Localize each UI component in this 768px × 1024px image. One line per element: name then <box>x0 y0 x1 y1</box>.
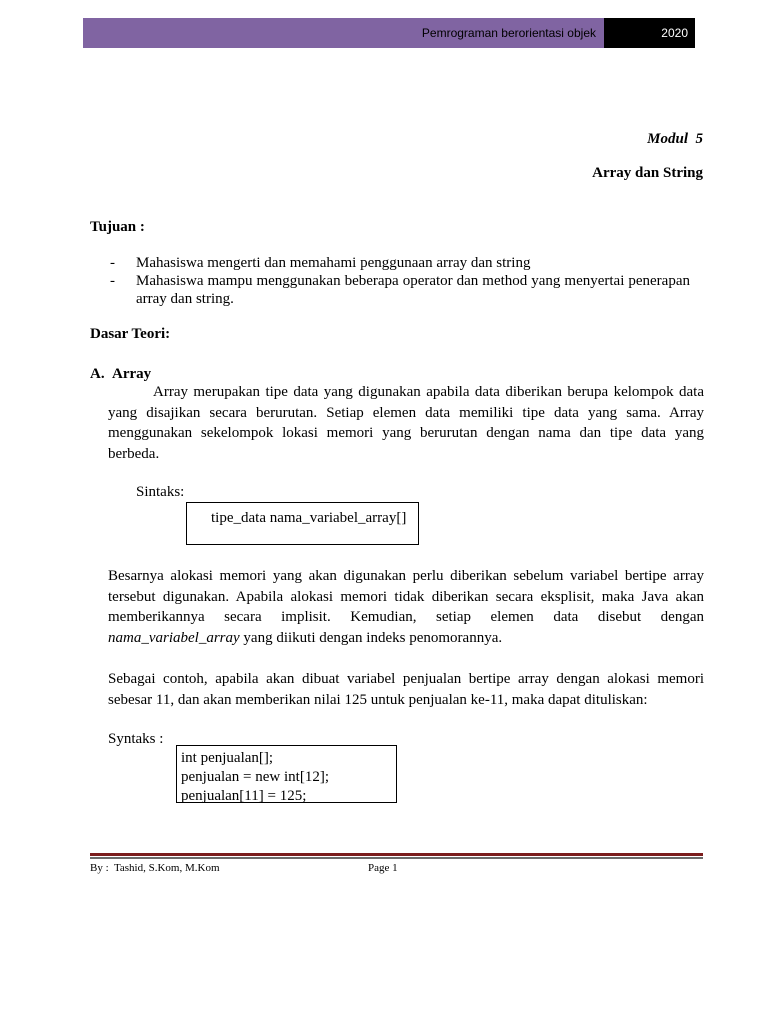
footer-rule-thin <box>90 857 703 859</box>
variable-name-italic: nama_variabel_array <box>108 629 240 646</box>
header-course-title: Pemrograman berorientasi objek <box>421 26 596 40</box>
module-label: Modul 5 <box>647 131 703 147</box>
goal-text: Mahasiswa mampu menggunakan beberapa operator dan method yang menyertai penerapan array dan string. <box>136 273 690 307</box>
goal-text: Mahasiswa mengerti dan memahami penggunaan array dan string <box>136 255 531 271</box>
syntax-code: tipe_data nama_variabel_array[] <box>211 510 407 526</box>
footer-author: By : Tashid, S.Kom, M.Kom <box>90 862 220 874</box>
example-code-box <box>176 745 397 803</box>
paragraph-text: yang diikuti dengan indeks penomorannya. <box>239 629 503 646</box>
header-year: 2020 <box>661 26 688 40</box>
page-header <box>83 18 695 48</box>
section-title: Array <box>112 366 152 382</box>
paragraph-example: Sebagai contoh, apabila akan dibuat variabel penjualan bertipe array dengan alokasi memori sebesar 11, dan akan memberikan nilai 125 untuk penjualan ke-11, maka dapat dituliskan: <box>108 671 704 708</box>
code-line: int penjualan[]; <box>181 750 274 766</box>
header-course-band <box>83 18 604 48</box>
list-item <box>110 272 690 308</box>
tujuan-heading: Tujuan : <box>90 219 145 235</box>
syntaks-label: Syntaks : <box>108 731 164 747</box>
footer-page-number: Page 1 <box>368 862 398 874</box>
module-title: Array dan String <box>592 165 703 181</box>
dasar-teori-heading: Dasar Teori: <box>90 326 171 342</box>
syntax-code-box <box>186 502 419 545</box>
paragraph-array-definition: Array merupakan tipe data yang digunakan apabila data diberikan berupa kelompok data yang disajikan secara berurutan. Setiap elemen data memiliki tipe data yang sama. Array menggunakan sekelompok lokasi memori yang berurutan dengan nama dan tipe data yang berbeda. <box>108 384 704 462</box>
list-bullet: - <box>110 255 115 271</box>
code-line: penjualan[11] = 125; <box>181 788 307 803</box>
section-heading-array <box>90 366 151 383</box>
paragraph-memory-allocation <box>108 566 704 648</box>
sintaks-label: Sintaks: <box>136 484 185 500</box>
goal-list <box>110 254 690 308</box>
header-year-box <box>604 18 695 48</box>
list-item <box>110 254 690 272</box>
section-number: A. <box>90 366 105 382</box>
footer-rule <box>90 853 703 856</box>
code-line: penjualan = new int[12]; <box>181 769 330 785</box>
paragraph-text: Besarnya alokasi memori yang akan digunakan perlu diberikan sebelum variabel bertipe array tersebut digunakan. Apabila alokasi memori tidak diberikan secara eksplisit, maka Java akan memberikannya secara implisit. Kemudian, setiap elemen data disebut dengan <box>108 568 704 625</box>
list-bullet: - <box>110 273 115 289</box>
